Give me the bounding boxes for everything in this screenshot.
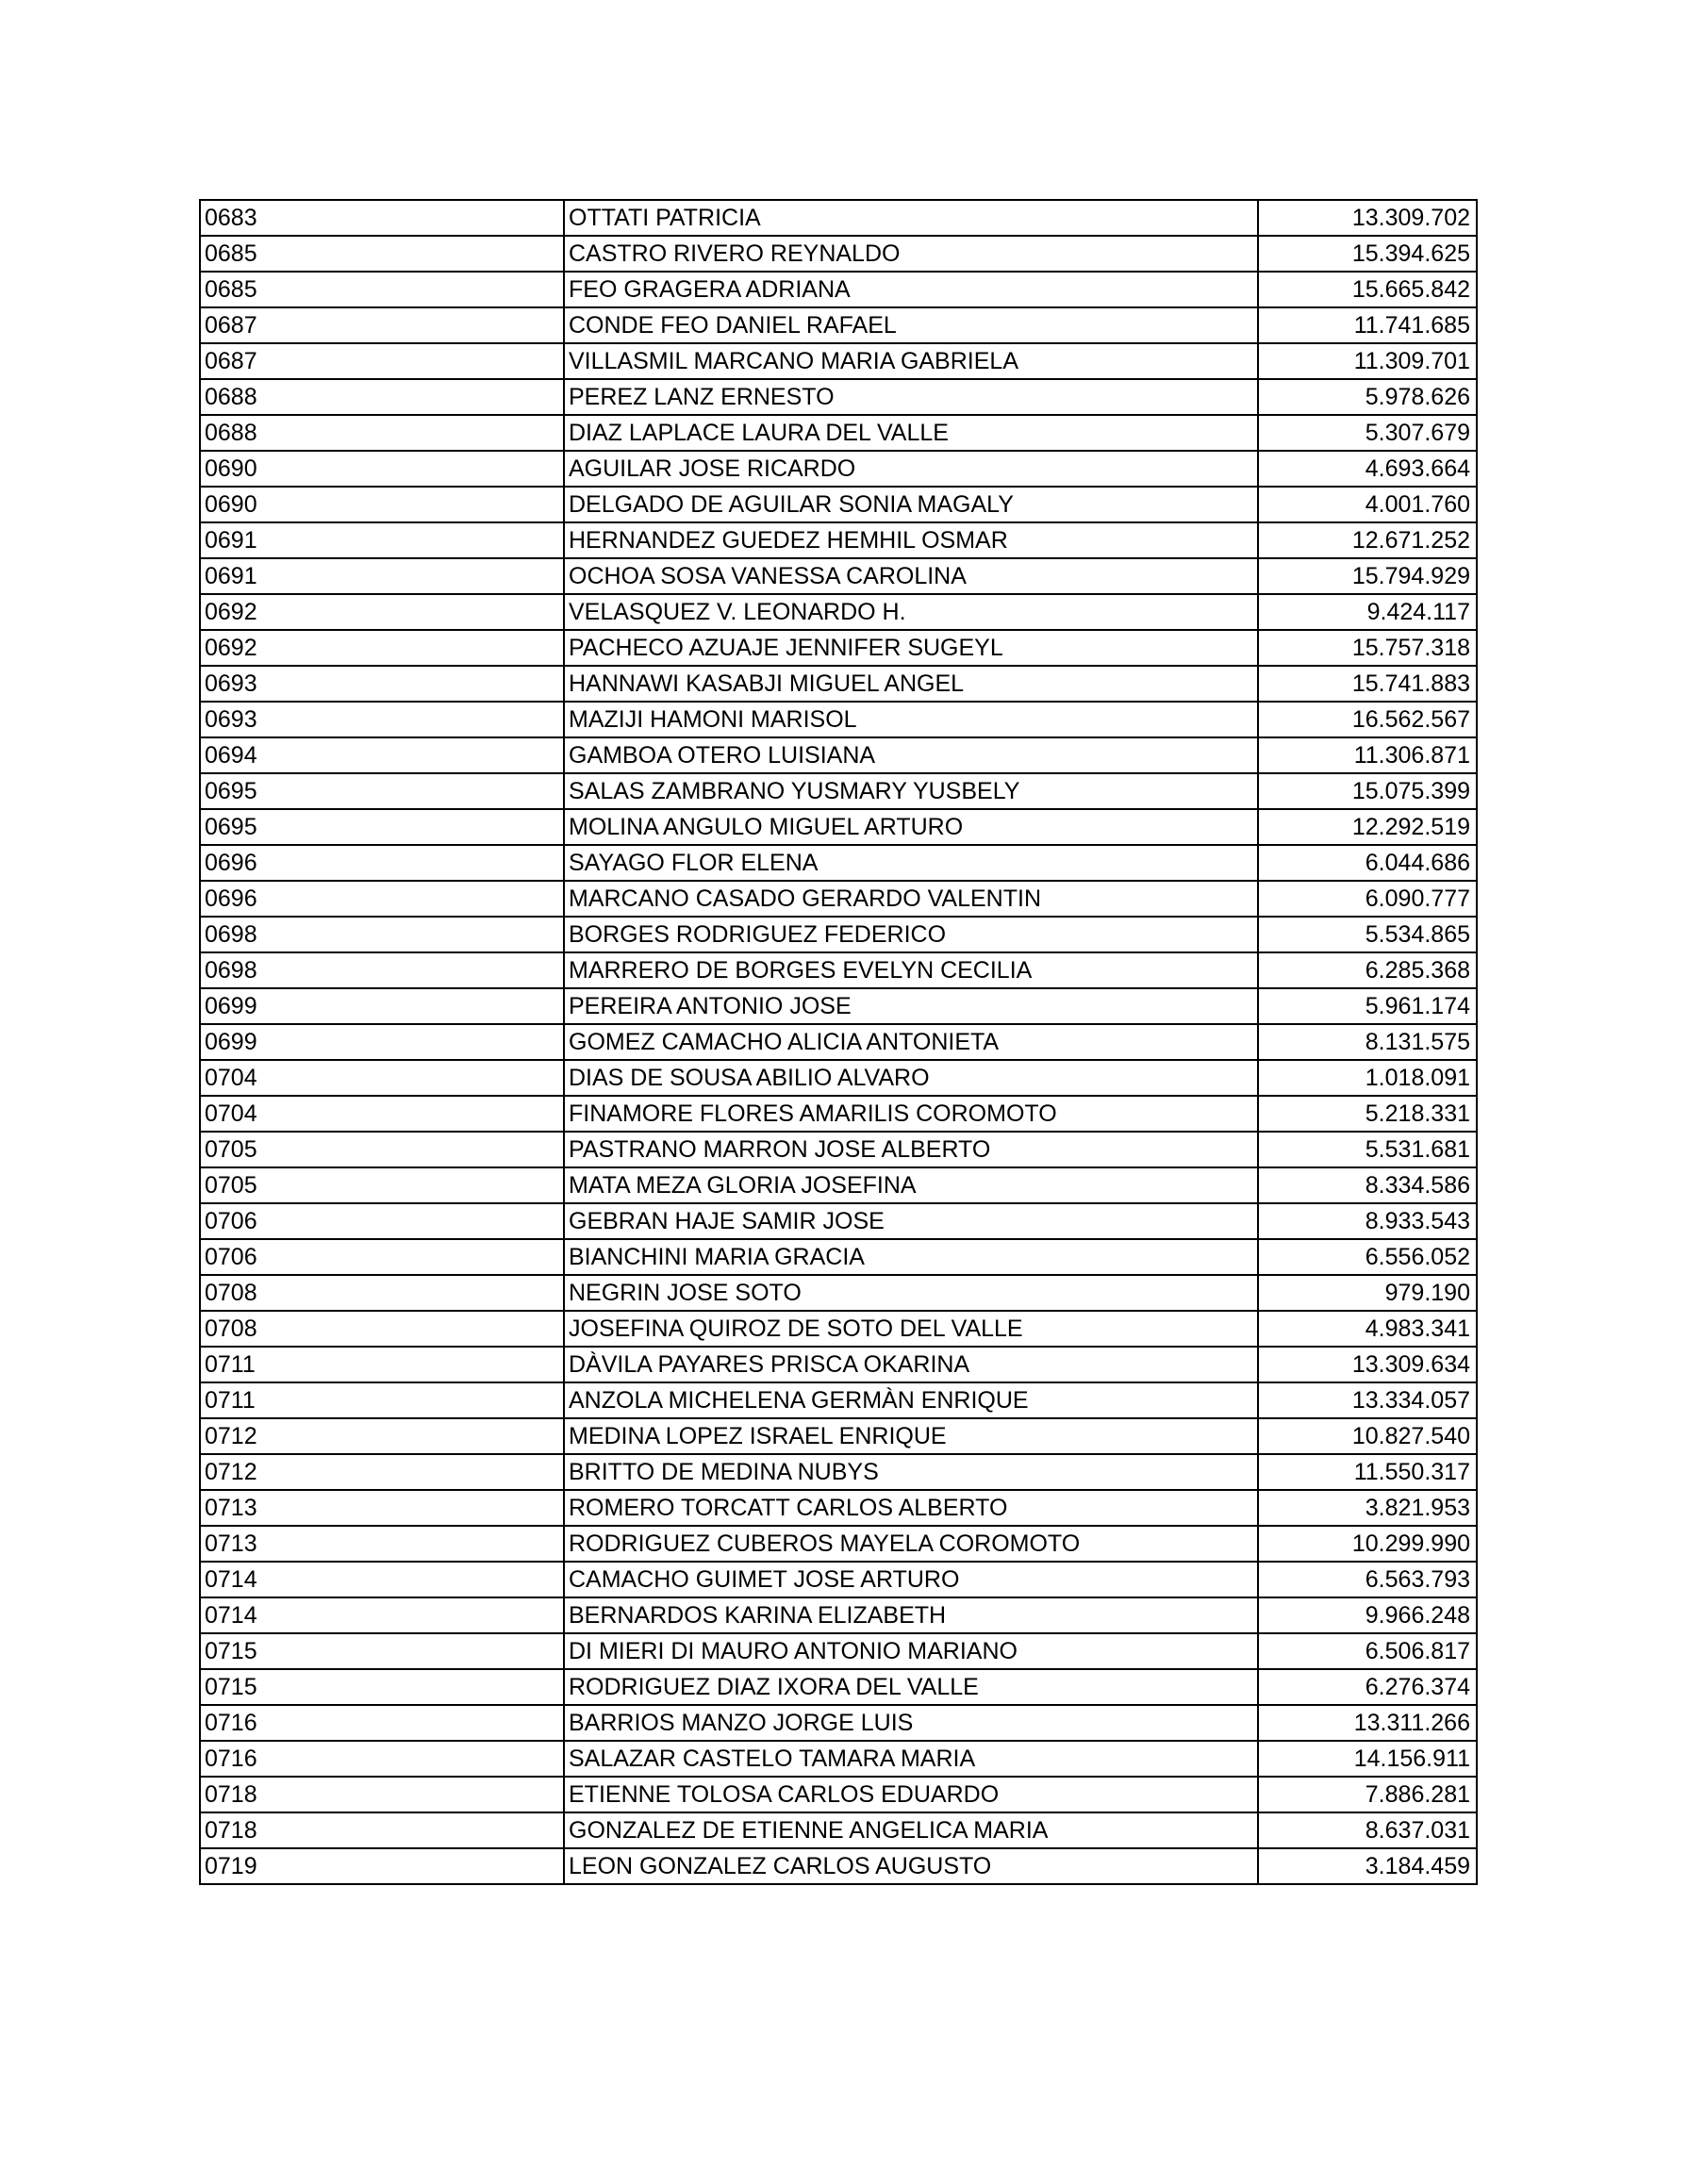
code-cell: 0711 [200, 1347, 564, 1382]
table-row [200, 809, 1477, 845]
amount-cell: 13.309.634 [1258, 1347, 1477, 1382]
records-table [199, 199, 1478, 1885]
name-cell: ROMERO TORCATT CARLOS ALBERTO [564, 1490, 1258, 1526]
amount-cell: 12.292.519 [1258, 809, 1477, 845]
code-cell: 0706 [200, 1239, 564, 1275]
name-cell: MARRERO DE BORGES EVELYN CECILIA [564, 952, 1258, 988]
name-cell: BRITTO DE MEDINA NUBYS [564, 1454, 1258, 1490]
code-cell: 0718 [200, 1812, 564, 1848]
amount-cell: 3.821.953 [1258, 1490, 1477, 1526]
amount-cell: 5.218.331 [1258, 1096, 1477, 1132]
table-row [200, 343, 1477, 379]
table-row [200, 1812, 1477, 1848]
name-cell: VELASQUEZ V. LEONARDO H. [564, 594, 1258, 630]
table-row [200, 1562, 1477, 1597]
table-row [200, 558, 1477, 594]
code-cell: 0685 [200, 272, 564, 307]
code-cell: 0708 [200, 1311, 564, 1347]
amount-cell: 8.131.575 [1258, 1024, 1477, 1060]
table-row [200, 1597, 1477, 1633]
code-cell: 0692 [200, 630, 564, 666]
table-row [200, 1777, 1477, 1812]
table-row [200, 773, 1477, 809]
amount-cell: 13.309.702 [1258, 200, 1477, 236]
code-cell: 0715 [200, 1669, 564, 1705]
code-cell: 0713 [200, 1490, 564, 1526]
table-row [200, 487, 1477, 522]
table-row [200, 737, 1477, 773]
table-row [200, 988, 1477, 1024]
code-cell: 0690 [200, 487, 564, 522]
table-row [200, 594, 1477, 630]
code-cell: 0696 [200, 845, 564, 881]
table-row [200, 1633, 1477, 1669]
table-row [200, 666, 1477, 702]
amount-cell: 979.190 [1258, 1275, 1477, 1311]
table-row [200, 630, 1477, 666]
name-cell: GEBRAN HAJE SAMIR JOSE [564, 1203, 1258, 1239]
code-cell: 0698 [200, 952, 564, 988]
name-cell: OCHOA SOSA VANESSA CAROLINA [564, 558, 1258, 594]
name-cell: MARCANO CASADO GERARDO VALENTIN [564, 881, 1258, 917]
name-cell: BIANCHINI MARIA GRACIA [564, 1239, 1258, 1275]
code-cell: 0699 [200, 1024, 564, 1060]
code-cell: 0719 [200, 1848, 564, 1884]
name-cell: SALAZAR CASTELO TAMARA MARIA [564, 1741, 1258, 1777]
name-cell: VILLASMIL MARCANO MARIA GABRIELA [564, 343, 1258, 379]
amount-cell: 6.556.052 [1258, 1239, 1477, 1275]
name-cell: DIAZ LAPLACE LAURA DEL VALLE [564, 415, 1258, 451]
name-cell: AGUILAR JOSE RICARDO [564, 451, 1258, 487]
code-cell: 0704 [200, 1096, 564, 1132]
table-row [200, 1741, 1477, 1777]
amount-cell: 6.285.368 [1258, 952, 1477, 988]
name-cell: ANZOLA MICHELENA GERMÀN ENRIQUE [564, 1382, 1258, 1418]
code-cell: 0704 [200, 1060, 564, 1096]
code-cell: 0683 [200, 200, 564, 236]
table-row [200, 236, 1477, 272]
code-cell: 0693 [200, 702, 564, 737]
code-cell: 0688 [200, 379, 564, 415]
amount-cell: 15.741.883 [1258, 666, 1477, 702]
table-row [200, 451, 1477, 487]
table-row [200, 379, 1477, 415]
name-cell: JOSEFINA QUIROZ DE SOTO DEL VALLE [564, 1311, 1258, 1347]
code-cell: 0690 [200, 451, 564, 487]
amount-cell: 6.506.817 [1258, 1633, 1477, 1669]
name-cell: NEGRIN JOSE SOTO [564, 1275, 1258, 1311]
code-cell: 0687 [200, 307, 564, 343]
code-cell: 0698 [200, 917, 564, 952]
table-row [200, 1526, 1477, 1562]
name-cell: CONDE FEO DANIEL RAFAEL [564, 307, 1258, 343]
amount-cell: 5.534.865 [1258, 917, 1477, 952]
amount-cell: 13.311.266 [1258, 1705, 1477, 1741]
amount-cell: 12.671.252 [1258, 522, 1477, 558]
table-row [200, 1347, 1477, 1382]
table-row [200, 272, 1477, 307]
name-cell: FEO GRAGERA ADRIANA [564, 272, 1258, 307]
code-cell: 0712 [200, 1454, 564, 1490]
table-row [200, 1382, 1477, 1418]
amount-cell: 10.827.540 [1258, 1418, 1477, 1454]
amount-cell: 15.075.399 [1258, 773, 1477, 809]
code-cell: 0708 [200, 1275, 564, 1311]
name-cell: BARRIOS MANZO JORGE LUIS [564, 1705, 1258, 1741]
name-cell: GONZALEZ DE ETIENNE ANGELICA MARIA [564, 1812, 1258, 1848]
name-cell: PASTRANO MARRON JOSE ALBERTO [564, 1132, 1258, 1167]
table-row [200, 1096, 1477, 1132]
table-row [200, 415, 1477, 451]
name-cell: CASTRO RIVERO REYNALDO [564, 236, 1258, 272]
amount-cell: 4.693.664 [1258, 451, 1477, 487]
amount-cell: 15.665.842 [1258, 272, 1477, 307]
code-cell: 0695 [200, 773, 564, 809]
amount-cell: 11.306.871 [1258, 737, 1477, 773]
name-cell: MATA MEZA GLORIA JOSEFINA [564, 1167, 1258, 1203]
name-cell: RODRIGUEZ DIAZ IXORA DEL VALLE [564, 1669, 1258, 1705]
table-row [200, 307, 1477, 343]
amount-cell: 6.044.686 [1258, 845, 1477, 881]
code-cell: 0696 [200, 881, 564, 917]
code-cell: 0705 [200, 1167, 564, 1203]
code-cell: 0693 [200, 666, 564, 702]
name-cell: PEREZ LANZ ERNESTO [564, 379, 1258, 415]
code-cell: 0688 [200, 415, 564, 451]
name-cell: HERNANDEZ GUEDEZ HEMHIL OSMAR [564, 522, 1258, 558]
table-row [200, 1239, 1477, 1275]
table-row [200, 1060, 1477, 1096]
amount-cell: 5.978.626 [1258, 379, 1477, 415]
code-cell: 0716 [200, 1741, 564, 1777]
name-cell: PACHECO AZUAJE JENNIFER SUGEYL [564, 630, 1258, 666]
name-cell: ETIENNE TOLOSA CARLOS EDUARDO [564, 1777, 1258, 1812]
name-cell: PEREIRA ANTONIO JOSE [564, 988, 1258, 1024]
table-row [200, 1203, 1477, 1239]
table-row [200, 1848, 1477, 1884]
code-cell: 0687 [200, 343, 564, 379]
amount-cell: 8.637.031 [1258, 1812, 1477, 1848]
table-row [200, 1705, 1477, 1741]
table-row [200, 881, 1477, 917]
name-cell: HANNAWI KASABJI MIGUEL ANGEL [564, 666, 1258, 702]
amount-cell: 11.309.701 [1258, 343, 1477, 379]
name-cell: GAMBOA OTERO LUISIANA [564, 737, 1258, 773]
name-cell: DELGADO DE AGUILAR SONIA MAGALY [564, 487, 1258, 522]
name-cell: BORGES RODRIGUEZ FEDERICO [564, 917, 1258, 952]
code-cell: 0691 [200, 558, 564, 594]
code-cell: 0694 [200, 737, 564, 773]
code-cell: 0712 [200, 1418, 564, 1454]
table-row [200, 1275, 1477, 1311]
amount-cell: 10.299.990 [1258, 1526, 1477, 1562]
amount-cell: 6.090.777 [1258, 881, 1477, 917]
amount-cell: 7.886.281 [1258, 1777, 1477, 1812]
amount-cell: 9.966.248 [1258, 1597, 1477, 1633]
table-row [200, 1669, 1477, 1705]
table-row [200, 1454, 1477, 1490]
amount-cell: 8.933.543 [1258, 1203, 1477, 1239]
amount-cell: 11.550.317 [1258, 1454, 1477, 1490]
code-cell: 0715 [200, 1633, 564, 1669]
code-cell: 0716 [200, 1705, 564, 1741]
amount-cell: 4.983.341 [1258, 1311, 1477, 1347]
table-row [200, 1167, 1477, 1203]
name-cell: MOLINA ANGULO MIGUEL ARTURO [564, 809, 1258, 845]
amount-cell: 5.531.681 [1258, 1132, 1477, 1167]
code-cell: 0713 [200, 1526, 564, 1562]
name-cell: SAYAGO FLOR ELENA [564, 845, 1258, 881]
amount-cell: 15.394.625 [1258, 236, 1477, 272]
table-row [200, 845, 1477, 881]
amount-cell: 14.156.911 [1258, 1741, 1477, 1777]
amount-cell: 8.334.586 [1258, 1167, 1477, 1203]
name-cell: LEON GONZALEZ CARLOS AUGUSTO [564, 1848, 1258, 1884]
amount-cell: 13.334.057 [1258, 1382, 1477, 1418]
amount-cell: 9.424.117 [1258, 594, 1477, 630]
amount-cell: 6.276.374 [1258, 1669, 1477, 1705]
code-cell: 0691 [200, 522, 564, 558]
table-row [200, 702, 1477, 737]
name-cell: DIAS DE SOUSA ABILIO ALVARO [564, 1060, 1258, 1096]
amount-cell: 1.018.091 [1258, 1060, 1477, 1096]
table-row [200, 522, 1477, 558]
name-cell: SALAS ZAMBRANO YUSMARY YUSBELY [564, 773, 1258, 809]
amount-cell: 5.307.679 [1258, 415, 1477, 451]
code-cell: 0711 [200, 1382, 564, 1418]
code-cell: 0718 [200, 1777, 564, 1812]
code-cell: 0685 [200, 236, 564, 272]
amount-cell: 16.562.567 [1258, 702, 1477, 737]
records-table-body [200, 200, 1477, 1884]
amount-cell: 6.563.793 [1258, 1562, 1477, 1597]
name-cell: CAMACHO GUIMET JOSE ARTURO [564, 1562, 1258, 1597]
amount-cell: 11.741.685 [1258, 307, 1477, 343]
code-cell: 0695 [200, 809, 564, 845]
table-row [200, 1418, 1477, 1454]
code-cell: 0714 [200, 1562, 564, 1597]
name-cell: FINAMORE FLORES AMARILIS COROMOTO [564, 1096, 1258, 1132]
amount-cell: 3.184.459 [1258, 1848, 1477, 1884]
table-row [200, 1311, 1477, 1347]
code-cell: 0706 [200, 1203, 564, 1239]
name-cell: BERNARDOS KARINA ELIZABETH [564, 1597, 1258, 1633]
code-cell: 0705 [200, 1132, 564, 1167]
name-cell: DI MIERI DI MAURO ANTONIO MARIANO [564, 1633, 1258, 1669]
amount-cell: 15.794.929 [1258, 558, 1477, 594]
amount-cell: 15.757.318 [1258, 630, 1477, 666]
amount-cell: 5.961.174 [1258, 988, 1477, 1024]
amount-cell: 4.001.760 [1258, 487, 1477, 522]
name-cell: MAZIJI HAMONI MARISOL [564, 702, 1258, 737]
table-row [200, 1132, 1477, 1167]
code-cell: 0692 [200, 594, 564, 630]
table-row [200, 200, 1477, 236]
name-cell: RODRIGUEZ CUBEROS MAYELA COROMOTO [564, 1526, 1258, 1562]
table-row [200, 952, 1477, 988]
table-row [200, 917, 1477, 952]
name-cell: GOMEZ CAMACHO ALICIA ANTONIETA [564, 1024, 1258, 1060]
name-cell: OTTATI PATRICIA [564, 200, 1258, 236]
code-cell: 0699 [200, 988, 564, 1024]
name-cell: MEDINA LOPEZ ISRAEL ENRIQUE [564, 1418, 1258, 1454]
table-row [200, 1490, 1477, 1526]
name-cell: DÀVILA PAYARES PRISCA OKARINA [564, 1347, 1258, 1382]
table-row [200, 1024, 1477, 1060]
code-cell: 0714 [200, 1597, 564, 1633]
